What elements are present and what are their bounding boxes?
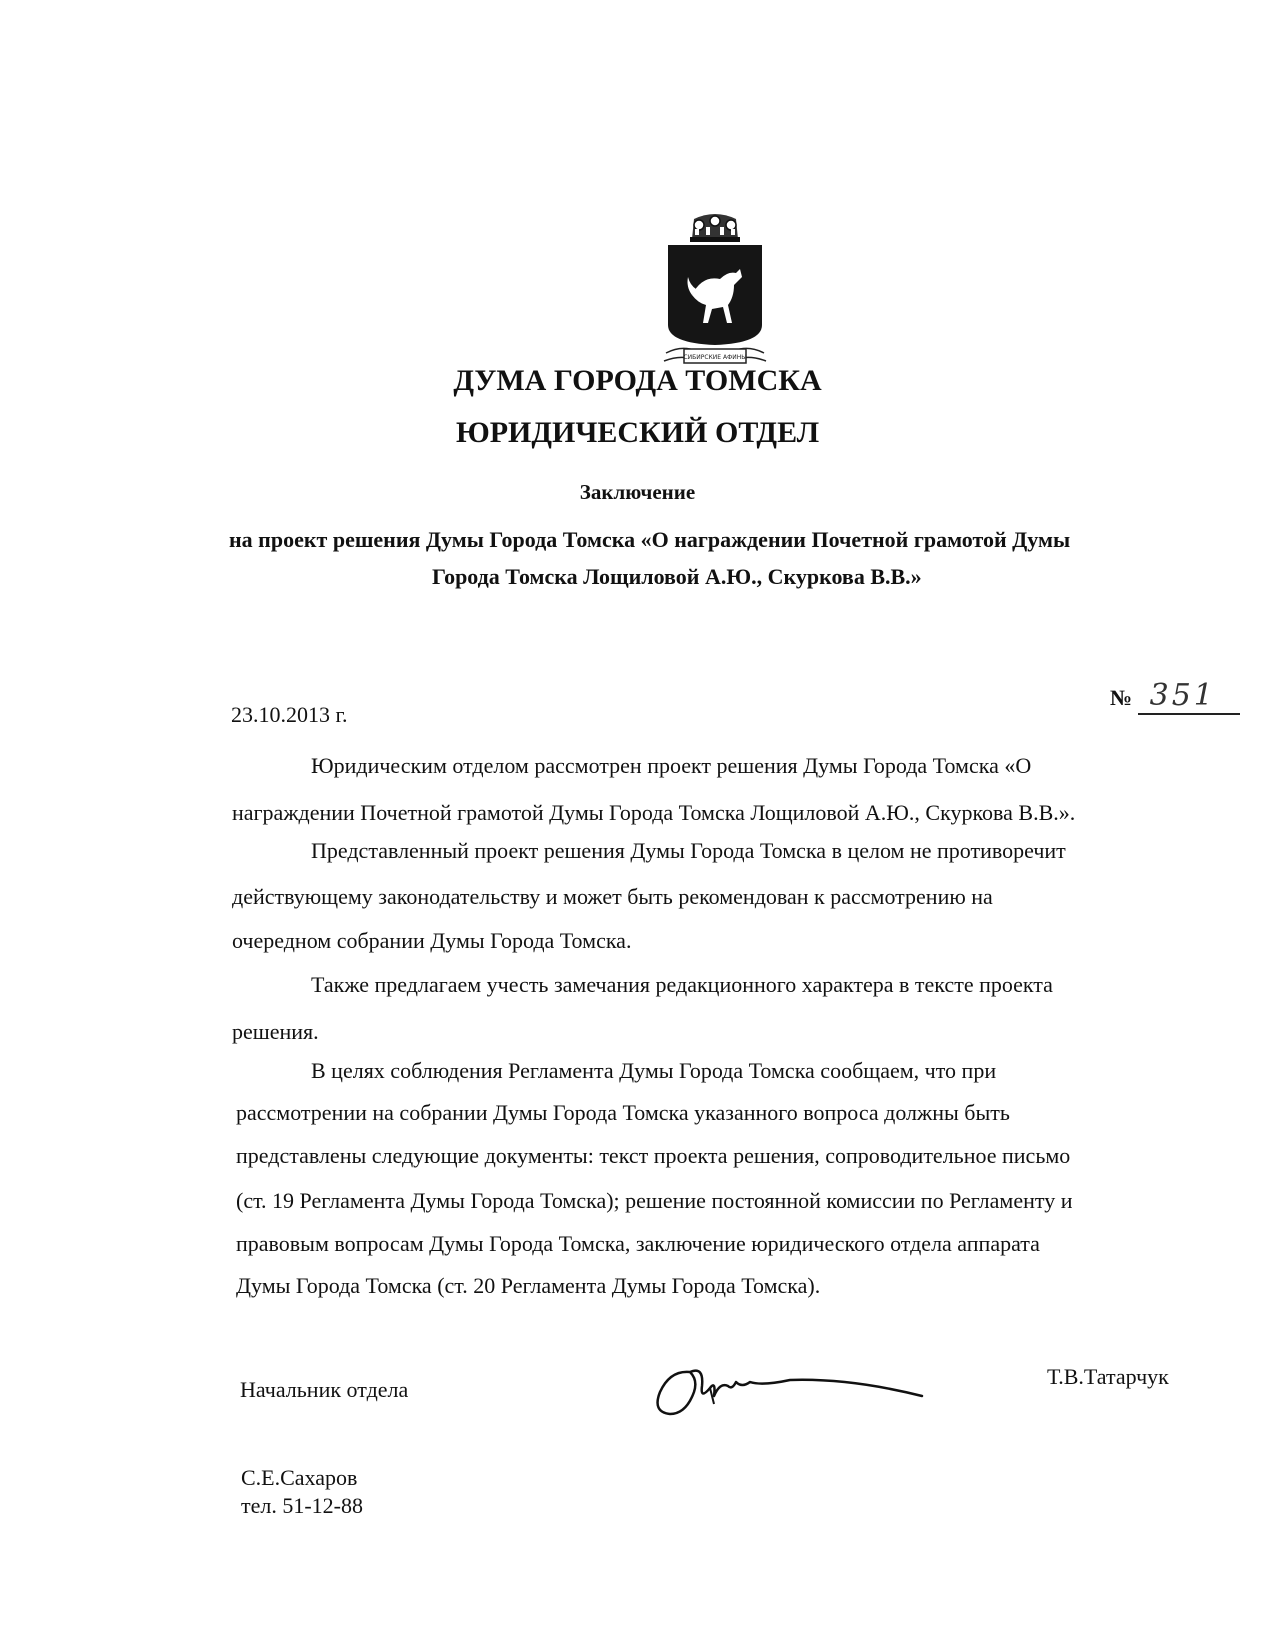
tomsk-coat-of-arms-icon bbox=[662, 205, 768, 375]
body-line: Юридическим отделом рассмотрен проект решения Думы Города Томска «О bbox=[311, 753, 1032, 778]
body-line: правовым вопросам Думы Города Томска, заключение юридического отдела аппарата bbox=[236, 1231, 1040, 1256]
executor-phone: тел. 51-12-88 bbox=[241, 1493, 364, 1518]
document-date: 23.10.2013 г. bbox=[231, 702, 348, 727]
document-type: Заключение bbox=[579, 480, 696, 504]
number-value: 351 bbox=[1138, 678, 1240, 715]
body-line: Думы Города Томска (ст. 20 Регламента Думы Города Томска). bbox=[236, 1273, 821, 1298]
crown-icon bbox=[690, 214, 740, 242]
body-line: Представленный проект решения Думы Города Томска в целом не противоречит bbox=[311, 838, 1066, 863]
signatory-position: Начальник отдела bbox=[240, 1377, 409, 1402]
body-line: награждении Почетной грамотой Думы Города Томска Лощиловой А.Ю., Скуркова В.В.». bbox=[232, 800, 1076, 825]
executor-name: С.Е.Сахаров bbox=[241, 1465, 358, 1490]
subject-line-1: на проект решения Думы Города Томска «О награждении Почетной грамотой Думы bbox=[229, 527, 1071, 552]
body-line: представлены следующие документы: текст проекта решения, сопроводительное письмо bbox=[236, 1143, 1071, 1168]
handwritten-signature-icon bbox=[650, 1352, 930, 1422]
body-line: решения. bbox=[232, 1019, 319, 1044]
department-name: ЮРИДИЧЕСКИЙ ОТДЕЛ bbox=[455, 416, 820, 449]
body-line: действующему законодательству и может быть рекомендован к рассмотрению на bbox=[232, 884, 993, 909]
body-line: В целях соблюдения Регламента Думы Города Томска сообщаем, что при bbox=[311, 1058, 997, 1083]
body-line: рассмотрении на собрании Думы Города Томска указанного вопроса должны быть bbox=[236, 1100, 1010, 1125]
body-line: (ст. 19 Регламента Думы Города Томска); решение постоянной комиссии по Регламенту и bbox=[236, 1188, 1073, 1213]
emblem-motto: СИБИРСКИЕ АФИНЫ bbox=[683, 354, 747, 361]
body-line: Также предлагаем учесть замечания редакционного характера в тексте проекта bbox=[311, 972, 1053, 997]
body-line: очередном собрании Думы Города Томска. bbox=[232, 928, 632, 953]
document-number bbox=[1110, 678, 1240, 715]
subject-line-2: Города Томска Лощиловой А.Ю., Скуркова В.В.» bbox=[432, 564, 922, 589]
signatory-name: Т.В.Татарчук bbox=[1047, 1364, 1169, 1389]
number-label: № bbox=[1110, 685, 1133, 710]
org-name: ДУМА ГОРОДА ТОМСКА bbox=[453, 364, 822, 397]
